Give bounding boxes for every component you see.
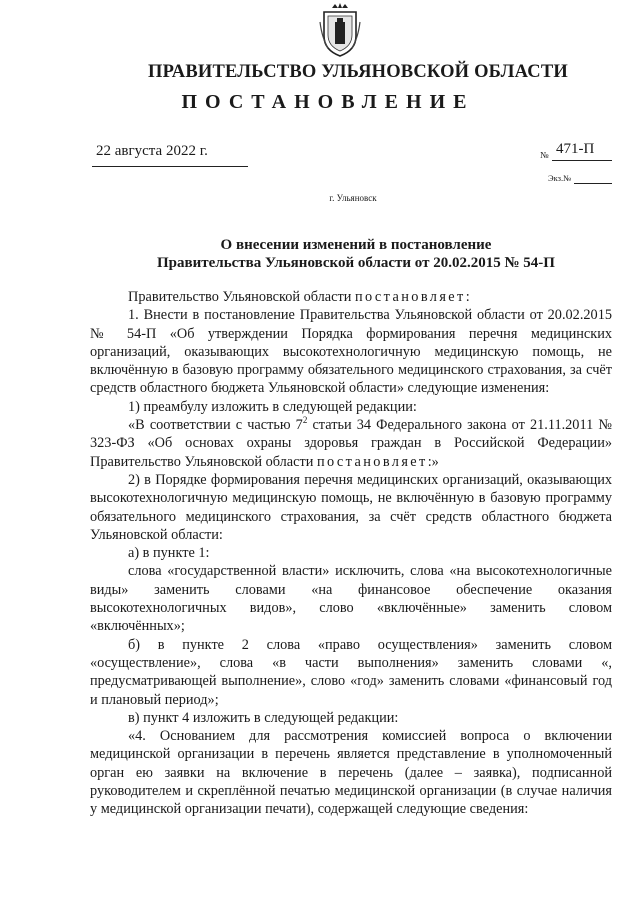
preamble-end: :»: [427, 453, 439, 470]
resolves-word: постановляет: [354, 289, 466, 305]
document-type: ПОСТАНОВЛЕНИЕ: [181, 91, 475, 113]
paragraph-9: «4. Основанием для рассмотрения комиссией вопроса о включении медицинской организации в перечень является представление в уполномоченный орган ею заявки на включение в перечень (далее – заявка), подписанной руководителем и скреплённой печатью медицинской организации (в случае наличия у медицинской организации печати), содержащей следующие сведения:: [90, 728, 612, 818]
preamble-superscript: 2: [302, 415, 308, 426]
title-line-2: Правительства Ульяновской области от 20.02.2015 № 54-П: [157, 255, 555, 271]
paragraph-7: б) в пункте 2 слова «право осуществления» заменить словом «осуществление», слова «в части выполнения» заменить словами «, предусматривающей выполнение», слово «год» заменить словами «финансовый год и плановый период»;: [90, 636, 612, 708]
paragraph-2: 1) преамбулу изложить в следующей редакции:: [128, 398, 417, 415]
paragraph-5: а) в пункте 1:: [128, 545, 210, 562]
paragraph-8: в) пункт 4 изложить в следующей редакции:: [128, 709, 399, 726]
document-date: 22 августа 2022 г.: [96, 143, 208, 159]
resolves-colon: :: [465, 289, 470, 305]
number-underline: [552, 160, 612, 161]
preamble-part-b: статьи 34 Федерального закона от 21.11.2011 № 323-ФЗ «Об основах охраны здоровья граждан в Российской Федерации» Правительство Ульяновской области: [90, 417, 612, 470]
preamble-resolves-word: постановляет: [316, 453, 428, 470]
city: г. Ульяновск: [329, 193, 377, 203]
title-line-1: О внесении изменений в постановление: [220, 237, 492, 253]
document-body: [90, 288, 612, 819]
paragraph-resolves: [90, 288, 612, 306]
preamble-part-a: «В соответствии с частью 7: [128, 417, 303, 434]
paragraph-1: 1. Внести в постановление Правительства Ульяновской области от 20.02.2015 № 54-П «Об утверждении Порядка формирования перечня медицинских организаций, оказывающих высокотехнологичную медицинскую помощь, не включённую в базовую программу обязательного медицинского страхования, за счёт средств областного бюджета Ульяновской области» следующие изменения:: [90, 307, 612, 397]
copy-number-label: Экз.№: [548, 173, 572, 183]
copy-number-underline: [574, 183, 612, 184]
organization-name: ПРАВИТЕЛЬСТВО УЛЬЯНОВСКОЙ ОБЛАСТИ: [148, 62, 568, 82]
document-number: 471-П: [556, 141, 595, 157]
number-label: №: [540, 150, 549, 160]
paragraph-3: [90, 416, 612, 471]
resolves-prefix: Правительство Ульяновской области: [128, 289, 355, 305]
paragraph-6: слова «государственной власти» исключить, слова «на высокотехнологичные виды» заменить словами «на финансовое обеспечение оказания высокотехнологичных видов», слово «включённые» заменить словом «включённых»;: [90, 563, 612, 635]
date-underline: [92, 166, 248, 167]
paragraph-4: 2) в Порядке формирования перечня медицинских организаций, оказывающих высокотехнологичную медицинскую помощь, не включённую в базовую программу обязательного медицинского страхования, за счёт средств областного бюджета Ульяновской области:: [90, 471, 612, 543]
coat-of-arms-icon: [318, 2, 362, 58]
document-title: [0, 236, 640, 272]
